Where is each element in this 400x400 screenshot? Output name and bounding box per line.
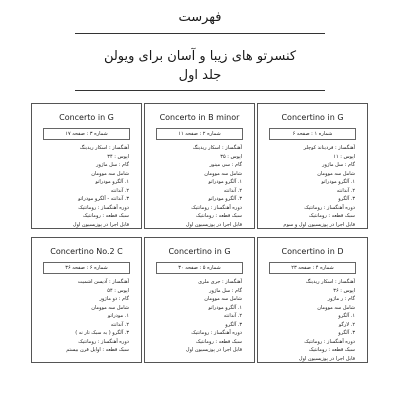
detail-line: ۳. آندانته - آلگرو مودراتو (78, 196, 129, 202)
detail-line: اپوس : ۵۴ (107, 287, 129, 294)
piece-card-2 (144, 103, 255, 229)
detail-line: سبک قطعه : رومانتیک (195, 338, 242, 345)
detail-line: ۳. آلگرو مودراتو (208, 196, 242, 202)
piece-card-1 (257, 103, 368, 229)
detail-line: قابل اجرا در پوزیسیون اول (185, 347, 242, 353)
piece-title: Concertino No.2 C (50, 247, 123, 256)
piece-details (264, 144, 355, 229)
detail-line: ۳. آلگرو (338, 196, 355, 202)
piece-card-3 (31, 103, 142, 229)
piece-number-page: شماره ۵ : صفحه ۳۰ (156, 262, 243, 274)
piece-title: Concerto in G (59, 113, 114, 122)
detail-line: شامل سه موومان (91, 170, 129, 177)
detail-line: گام : ر ماژور (327, 296, 355, 302)
detail-line: دوره آهنگساز : رومانتیک (191, 204, 242, 211)
detail-line: سبک قطعه : اوایل قرن بیستم (66, 347, 129, 353)
piece-details (151, 278, 242, 355)
piece-title: Concerto in B minor (159, 113, 240, 122)
piece-card-5 (144, 237, 255, 363)
detail-line: شامل سه موومان (91, 304, 129, 311)
detail-line: آهنگساز : فردیناند کوچلر (303, 145, 355, 151)
detail-line: ۲. آندانته (110, 187, 129, 194)
top-divider (75, 33, 325, 34)
detail-line: ۲. آندانته (110, 321, 129, 328)
detail-line: اپوس : ۳۶ (333, 287, 355, 294)
volume-label: جلد اول (178, 68, 222, 83)
piece-card-6 (31, 237, 142, 363)
detail-line: گام : سل ماژور (322, 162, 355, 168)
detail-line: قابل اجرا در پوزیسیون اول (298, 355, 355, 362)
detail-line: شامل سه موومان (317, 170, 355, 177)
detail-line: ۳. آلگرو ( به سبک تار نه ) (75, 330, 129, 336)
detail-line: قابل اجرا در پوزیسیون اول (185, 221, 242, 228)
detail-line: ۳. آلگرو (338, 330, 355, 336)
detail-line: ۱. آلگرو مودراتو (95, 179, 129, 185)
index-title: فهرست (178, 10, 222, 25)
piece-details (264, 278, 355, 363)
detail-line: دوره آهنگساز : رومانتیک (78, 204, 129, 211)
detail-line: گام : سل ماژور (209, 287, 242, 294)
piece-title: Concertino in G (168, 247, 231, 256)
detail-line: دوره آهنگساز : رومانتیک (191, 330, 242, 336)
detail-line: شامل سه موومان (204, 296, 242, 302)
detail-line: سبک قطعه : رومانتیک (308, 213, 355, 219)
piece-card-4 (257, 237, 368, 363)
detail-line: دوره آهنگساز : رومانتیک (304, 338, 355, 345)
detail-line: آهنگساز : اسکار ریدینگ (192, 145, 242, 151)
detail-line: ۱. مودراتو (107, 313, 129, 319)
piece-number-page: شماره ۳ : صفحه ۱۷ (43, 128, 130, 140)
book-title: کنسرتو های زیبا و آسان برای ویولن (103, 49, 297, 64)
detail-line: اپوس : ۱۱ (333, 153, 355, 160)
detail-line: آهنگساز : اسکار ریدینگ (79, 145, 129, 151)
bottom-divider (75, 90, 325, 91)
detail-line: گام : سی مینور (209, 162, 242, 168)
detail-line: سبک قطعه : رومانتیک (195, 213, 242, 219)
piece-details (38, 144, 129, 229)
detail-line: ۳. آلگرو (225, 321, 242, 328)
detail-line: ۲. آندانته (223, 187, 242, 194)
piece-details (151, 144, 242, 229)
detail-line: گام : دو ماژور (99, 296, 129, 302)
piece-number-page: شماره ۴ : صفحه ۲۳ (269, 262, 356, 274)
detail-line: ۲. آندانته (223, 313, 242, 319)
piece-details (38, 278, 129, 355)
detail-line: شامل سه موومان (204, 170, 242, 177)
detail-line: اپوس : ۳۴ (107, 153, 129, 160)
detail-line: اپوس : ۳۵ (220, 153, 242, 160)
detail-line: قابل اجرا در پوزیسیون اول (72, 221, 129, 228)
detail-line: ۱. آلگرو مودراتو (208, 179, 242, 185)
detail-line: ۱. آلگرو (338, 313, 355, 319)
detail-line: ۲. آندانته (336, 187, 355, 194)
piece-number-page: شماره ۲ : صفحه ۱۱ (156, 128, 243, 140)
piece-number-page: شماره ۱ : صفحه ۶ (269, 128, 356, 140)
detail-line: شامل سه موومان (317, 304, 355, 311)
detail-line: آهنگساز : آدیسن اشمیت (77, 279, 129, 285)
piece-number-page: شماره ۶ : صفحه ۳۶ (43, 262, 130, 274)
detail-line: ۲. لارگو (338, 321, 355, 328)
detail-line: سبک قطعه : رومانتیک (82, 213, 129, 219)
detail-line: ۱. آلگرو مودراتو (321, 179, 355, 185)
detail-line: گام : سل ماژور (96, 162, 129, 168)
detail-line: قابل اجرا در پوزیسیون اول و سوم (283, 221, 355, 228)
detail-line: دوره آهنگساز : رومانتیک (304, 204, 355, 211)
detail-line: آهنگساز : اسکار ریدینگ (305, 279, 355, 285)
piece-title: Concertino in D (281, 247, 344, 256)
detail-line: سبک قطعه : رومانتیک (308, 347, 355, 353)
piece-title: Concertino in G (281, 113, 344, 122)
detail-line: دوره آهنگساز : رومانتیک (78, 338, 129, 345)
detail-line: ۱. آلگرو مودراتو (208, 304, 242, 311)
detail-line: آهنگساز : جری ملری (198, 279, 242, 285)
